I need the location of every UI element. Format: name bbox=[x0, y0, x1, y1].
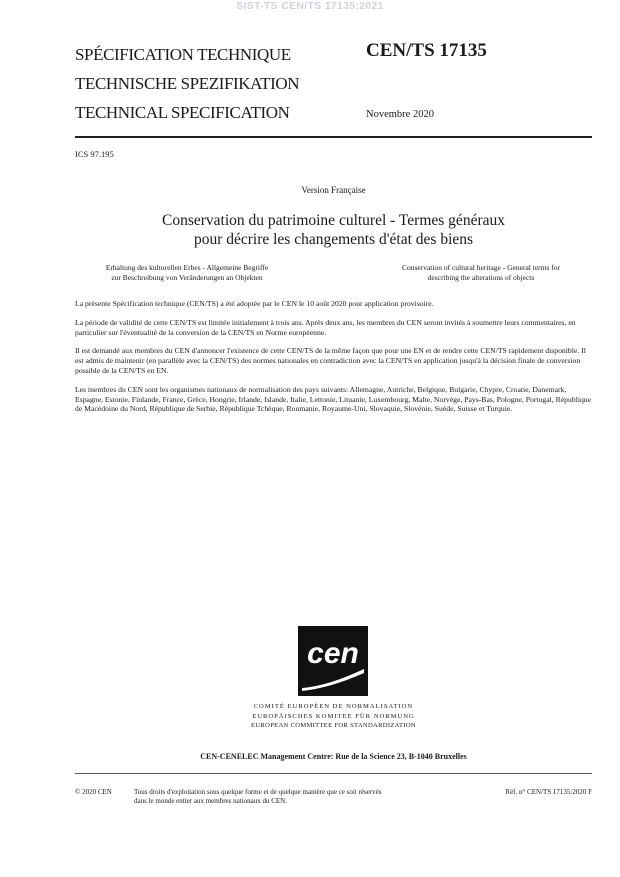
body-text bbox=[75, 299, 595, 423]
main-title-line-1: Conservation du patrimoine culturel - Termes généraux bbox=[162, 212, 505, 229]
footer-reference: Réf. n° CEN/TS 17135:2020 F bbox=[505, 788, 592, 796]
committee-names bbox=[75, 702, 592, 731]
title-english-line-2: describing the alterations of objects bbox=[427, 273, 535, 282]
main-title bbox=[75, 211, 592, 249]
title-german bbox=[72, 263, 302, 283]
main-title-line-2: pour décrire les changements d'état des biens bbox=[193, 231, 474, 248]
title-english-line-1: Conservation of cultural heritage - General terms for bbox=[401, 263, 561, 272]
watermark: SIST-TS CEN/TS 17135:2021 bbox=[236, 0, 384, 12]
header-divider bbox=[75, 136, 592, 138]
committee-fr: COMITÉ EUROPÉEN DE NORMALISATION bbox=[253, 703, 414, 710]
title-fr: SPÉCIFICATION TECHNIQUE bbox=[75, 45, 291, 64]
language-version: Version Française bbox=[301, 185, 366, 195]
document-type-titles bbox=[75, 40, 299, 127]
rights-notice: Tous droits d'exploitation sous quelque forme et de quelque manière que ce soit réservés dans le monde entier aux membres nationaux du CEN. bbox=[134, 788, 382, 805]
title-german-line-2: zur Beschreibung von Veränderungen an Objekten bbox=[111, 273, 263, 282]
title-english bbox=[366, 263, 596, 283]
publication-date: Novembre 2020 bbox=[366, 109, 434, 120]
paragraph-members: Les membres du CEN sont les organismes nationaux de normalisation des pays suivants: Allemagne, Autriche, Belgique, Bulgarie, Chypre, Croatie, Danemark, Espagne, Estonie, Finlande, France, Grèce, Hongrie, Irlande, Islande, Italie, Lettonie, Lituanie, Luxembourg, Malte, Norvège, Pays-Bas, Pologne, Portugal, République de Macédoine du Nord, République de Serbie, République Tchèque, Roumanie, Royaume-Uni, Slovaquie, Slovénie, Suède, Suisse et Turquie. bbox=[75, 384, 592, 414]
title-german-line-1: Erhaltung des kulturellen Erbes - Allgemeine Begriffe bbox=[105, 263, 269, 272]
copyright: © 2020 CEN bbox=[75, 788, 112, 796]
paragraph-adoption: La présente Spécification technique (CEN/TS) a été adoptée par le CEN le 10 août 2020 pour application provisoire. bbox=[75, 299, 434, 308]
committee-en: EUROPEAN COMMITTEE FOR STANDARDIZATION bbox=[251, 722, 416, 729]
title-en: TECHNICAL SPECIFICATION bbox=[75, 103, 290, 122]
cen-logo-icon bbox=[298, 626, 368, 696]
footer-divider bbox=[75, 773, 592, 774]
management-centre-address: CEN-CENELEC Management Centre: Rue de la Science 23, B-1040 Bruxelles bbox=[200, 752, 467, 761]
ics-code: ICS 97.195 bbox=[75, 149, 114, 159]
cen-logo-text: cen bbox=[307, 637, 359, 670]
title-de: TECHNISCHE SPEZIFIKATION bbox=[75, 74, 300, 93]
document-reference: CEN/TS 17135 bbox=[366, 40, 487, 61]
paragraph-announcement: Il est demandé aux membres du CEN d'annoncer l'existence de cette CEN/TS de la même façon que pour une EN et de rendre cette CEN/TS rapidement disponible. Il est admis de maintenir (en parallèle avec la CEN/TS) des normes nationales en contradiction avec la CEN/TS en application jusqu'à la décision finale de conversion possible de la CEN/TS en EN. bbox=[75, 346, 586, 375]
cen-logo bbox=[298, 626, 368, 696]
paragraph-validity: La période de validité de cette CEN/TS est limitée initialement à trois ans. Après deux ans, les membres du CEN seront invités à soumettre leurs commentaires, en particulier sur l'éventualité de la conversion de la CEN/TS en Norme européenne. bbox=[75, 317, 576, 337]
committee-de: EUROPÄISCHES KOMITEE FÜR NORMUNG bbox=[252, 712, 415, 720]
